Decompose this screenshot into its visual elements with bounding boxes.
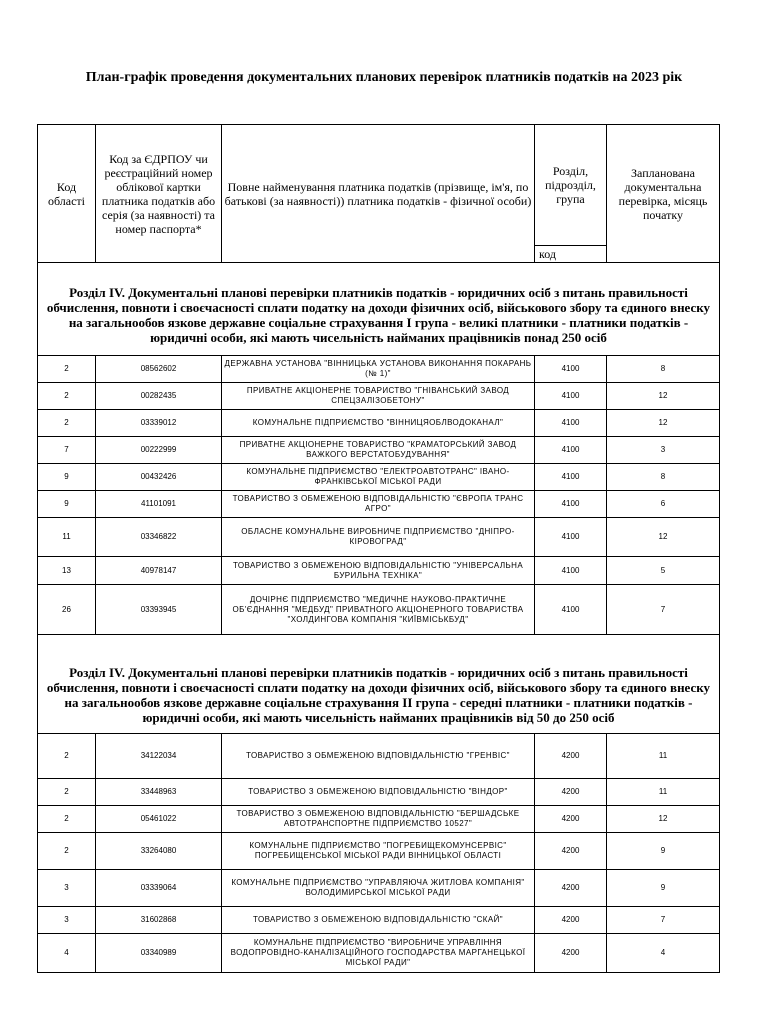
cell-region-code: 9	[38, 464, 96, 491]
cell-section-code: 4200	[535, 806, 607, 833]
cell-taxpayer-name: КОМУНАЛЬНЕ ПІДПРИЄМСТВО "ЕЛЕКТРОАВТОТРАНС" ІВАНО-ФРАНКІВСЬКОЇ МІСЬКОЇ РАДИ	[222, 464, 535, 491]
cell-edrpou: 41101091	[96, 491, 222, 518]
cell-taxpayer-name: ТОВАРИСТВО З ОБМЕЖЕНОЮ ВІДПОВІДАЛЬНІСТЮ "УНІВЕРСАЛЬНА БУРИЛЬНА ТЕХНІКА"	[222, 557, 535, 585]
table-row	[38, 464, 720, 491]
cell-planned-month: 12	[607, 806, 720, 833]
header-region-code: Код області	[38, 125, 96, 263]
cell-planned-month: 5	[607, 557, 720, 585]
table-row	[38, 806, 720, 833]
cell-section-code: 4200	[535, 870, 607, 907]
cell-edrpou: 34122034	[96, 734, 222, 779]
cell-section-code: 4200	[535, 907, 607, 934]
cell-planned-month: 11	[607, 734, 720, 779]
cell-section-code: 4200	[535, 934, 607, 973]
section-heading-row	[38, 635, 720, 734]
cell-region-code: 2	[38, 356, 96, 383]
table-row	[38, 870, 720, 907]
cell-taxpayer-name: ТОВАРИСТВО З ОБМЕЖЕНОЮ ВІДПОВІДАЛЬНІСТЮ "БЕРШАДСЬКЕ АВТОТРАНСПОРТНЕ ПІДПРИЄМСТВО 10527"	[222, 806, 535, 833]
header-full-name: Повне найменування платника податків (прізвище, ім'я, по батькові (за наявності)) платника податків - фізичної особи)	[222, 125, 535, 263]
cell-planned-month: 7	[607, 907, 720, 934]
cell-taxpayer-name: ПРИВАТНЕ АКЦІОНЕРНЕ ТОВАРИСТВО "КРАМАТОРСЬКИЙ ЗАВОД ВАЖКОГО ВЕРСТАТОБУДУВАННЯ"	[222, 437, 535, 464]
cell-planned-month: 8	[607, 356, 720, 383]
table-row	[38, 356, 720, 383]
cell-taxpayer-name: КОМУНАЛЬНЕ ПІДПРИЄМСТВО "ПОГРЕБИЩЕКОМУНСЕРВІС" ПОГРЕБИЩЕНСЬКОЇ МІСЬКОЇ РАДИ ВІННИЦЬКОЇ ОБЛАСТІ	[222, 833, 535, 870]
table-row	[38, 491, 720, 518]
cell-region-code: 11	[38, 518, 96, 557]
audit-plan-table	[37, 124, 720, 973]
section-heading: Розділ IV. Документальні планові перевірки платників податків - юридичних осіб з питань правильності обчислення, повноти і своєчасності сплати податку на доходи фізичних осіб, військового збору та єдиного внеску на загальнообов язкове державне соціальне страхування ІІ група - середні платники - платники податків - юридичні особи, які мають чисельність найманих працівників від 50 до 250 осіб	[38, 635, 720, 734]
cell-region-code: 26	[38, 585, 96, 635]
cell-region-code: 7	[38, 437, 96, 464]
cell-taxpayer-name: ТОВАРИСТВО З ОБМЕЖЕНОЮ ВІДПОВІДАЛЬНІСТЮ "ГРЕНВІС"	[222, 734, 535, 779]
table-row	[38, 518, 720, 557]
cell-taxpayer-name: КОМУНАЛЬНЕ ПІДПРИЄМСТВО "ВІННИЦЯОБЛВОДОКАНАЛ"	[222, 410, 535, 437]
cell-taxpayer-name: ОБЛАСНЕ КОМУНАЛЬНЕ ВИРОБНИЧЕ ПІДПРИЄМСТВО "ДНІПРО-КІРОВОГРАД"	[222, 518, 535, 557]
cell-taxpayer-name: ПРИВАТНЕ АКЦІОНЕРНЕ ТОВАРИСТВО "ГНІВАНСЬКИЙ ЗАВОД СПЕЦЗАЛІЗОБЕТОНУ"	[222, 383, 535, 410]
cell-section-code: 4100	[535, 437, 607, 464]
cell-planned-month: 12	[607, 410, 720, 437]
cell-planned-month: 4	[607, 934, 720, 973]
header-section: Розділ, підрозділ, група	[535, 125, 607, 246]
cell-edrpou: 33264080	[96, 833, 222, 870]
cell-planned-month: 11	[607, 779, 720, 806]
cell-section-code: 4100	[535, 464, 607, 491]
table-row	[38, 934, 720, 973]
cell-section-code: 4200	[535, 779, 607, 806]
cell-edrpou: 03339012	[96, 410, 222, 437]
cell-planned-month: 8	[607, 464, 720, 491]
cell-region-code: 9	[38, 491, 96, 518]
section-heading-row	[38, 263, 720, 356]
cell-edrpou: 00282435	[96, 383, 222, 410]
header-edrpou: Код за ЄДРПОУ чи реєстраційний номер облікової картки платника податків або серія (за наявності) та номер паспорта*	[96, 125, 222, 263]
cell-section-code: 4100	[535, 557, 607, 585]
table-row	[38, 410, 720, 437]
cell-planned-month: 7	[607, 585, 720, 635]
cell-planned-month: 9	[607, 870, 720, 907]
cell-section-code: 4200	[535, 833, 607, 870]
section-heading: Розділ IV. Документальні планові перевірки платників податків - юридичних осіб з питань правильності обчислення, повноти і своєчасності сплати податку на доходи фізичних осіб, військового збору та єдиного внеску на загальнообов язкове державне соціальне страхування І група - великі платники - платники податків - юридичні особи, які мають чисельність найманих працівників понад 250 осіб	[38, 263, 720, 356]
cell-region-code: 3	[38, 907, 96, 934]
table-row	[38, 585, 720, 635]
cell-edrpou: 03346822	[96, 518, 222, 557]
cell-region-code: 4	[38, 934, 96, 973]
cell-section-code: 4100	[535, 491, 607, 518]
cell-region-code: 2	[38, 779, 96, 806]
cell-edrpou: 00432426	[96, 464, 222, 491]
cell-section-code: 4100	[535, 383, 607, 410]
cell-region-code: 2	[38, 806, 96, 833]
cell-edrpou: 33448963	[96, 779, 222, 806]
cell-planned-month: 6	[607, 491, 720, 518]
table-row	[38, 557, 720, 585]
cell-region-code: 2	[38, 383, 96, 410]
cell-section-code: 4100	[535, 518, 607, 557]
cell-taxpayer-name: КОМУНАЛЬНЕ ПІДПРИЄМСТВО "УПРАВЛЯЮЧА ЖИТЛОВА КОМПАНІЯ" ВОЛОДИМИРСЬКОЇ МІСЬКОЇ РАДИ	[222, 870, 535, 907]
cell-planned-month: 12	[607, 518, 720, 557]
cell-section-code: 4100	[535, 410, 607, 437]
table-row	[38, 734, 720, 779]
cell-taxpayer-name: ТОВАРИСТВО З ОБМЕЖЕНОЮ ВІДПОВІДАЛЬНІСТЮ "ЄВРОПА ТРАНС АГРО"	[222, 491, 535, 518]
cell-section-code: 4100	[535, 585, 607, 635]
cell-region-code: 2	[38, 410, 96, 437]
cell-taxpayer-name: КОМУНАЛЬНЕ ПІДПРИЄМСТВО "ВИРОБНИЧЕ УПРАВЛІННЯ ВОДОПРОВІДНО-КАНАЛІЗАЦІЙНОГО ГОСПОДАРСТВА МАРГАНЕЦЬКОЇ МІСЬКОЇ РАДИ"	[222, 934, 535, 973]
cell-region-code: 2	[38, 734, 96, 779]
cell-taxpayer-name: ТОВАРИСТВО З ОБМЕЖЕНОЮ ВІДПОВІДАЛЬНІСТЮ "СКАЙ"	[222, 907, 535, 934]
cell-edrpou: 03340989	[96, 934, 222, 973]
cell-taxpayer-name: ДЕРЖАВНА УСТАНОВА "ВІННИЦЬКА УСТАНОВА ВИКОНАННЯ ПОКАРАНЬ (№ 1)"	[222, 356, 535, 383]
cell-edrpou: 40978147	[96, 557, 222, 585]
table-row	[38, 833, 720, 870]
table-row	[38, 383, 720, 410]
cell-region-code: 13	[38, 557, 96, 585]
cell-taxpayer-name: ТОВАРИСТВО З ОБМЕЖЕНОЮ ВІДПОВІДАЛЬНІСТЮ "ВІНДОР"	[222, 779, 535, 806]
cell-taxpayer-name: ДОЧІРНЄ ПІДПРИЄМСТВО "МЕДИЧНЕ НАУКОВО-ПРАКТИЧНЕ ОБ'ЄДНАННЯ "МЕДБУД" ПРИВАТНОГО АКЦІОНЕРНОГО ТОВАРИСТВА "ХОЛДИНГОВА КОМПАНІЯ "КИЇВМІСЬКБУД"	[222, 585, 535, 635]
cell-region-code: 3	[38, 870, 96, 907]
cell-section-code: 4200	[535, 734, 607, 779]
cell-edrpou: 00222999	[96, 437, 222, 464]
cell-planned-month: 9	[607, 833, 720, 870]
cell-edrpou: 31602868	[96, 907, 222, 934]
page-title: План-графік проведення документальних планових перевірок платників податків на 2023 рік	[85, 70, 683, 85]
cell-section-code: 4100	[535, 356, 607, 383]
cell-planned-month: 12	[607, 383, 720, 410]
cell-region-code: 2	[38, 833, 96, 870]
cell-edrpou: 03393945	[96, 585, 222, 635]
cell-edrpou: 05461022	[96, 806, 222, 833]
header-row	[38, 125, 720, 246]
cell-edrpou: 08562602	[96, 356, 222, 383]
cell-edrpou: 03339064	[96, 870, 222, 907]
table-row	[38, 437, 720, 464]
header-planned-month: Запланована документальна перевірка, місяць початку	[607, 125, 720, 263]
header-section-code: код	[535, 246, 607, 263]
cell-planned-month: 3	[607, 437, 720, 464]
table-row	[38, 907, 720, 934]
table-row	[38, 779, 720, 806]
